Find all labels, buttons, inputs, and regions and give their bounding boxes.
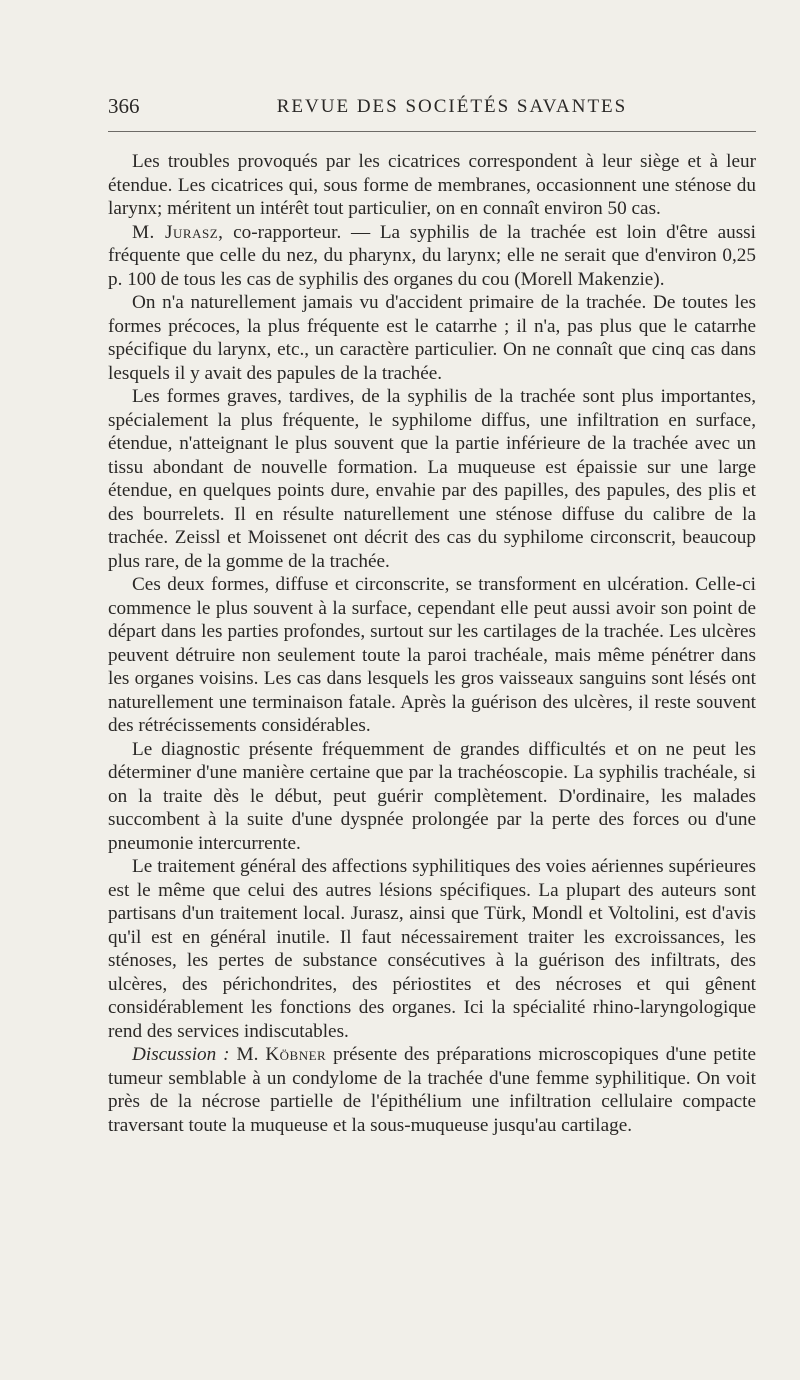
paragraph-jurasz-text: co-rapporteur. — La syphilis de la trachée est loin d'être aussi fréquente que celle du nez, du pharynx, du larynx; elle ne serait que d'environ 0,25 p. 100 de tous les cas de syphilis des organes du cou (Morell Makenzie).	[108, 221, 756, 290]
paragraph-grave-forms: Les formes graves, tardives, de la syphilis de la trachée sont plus importantes, spécialement la plus fréquente, le syphilome diffus, une infiltration en surface, étendue, n'atteignant le plus souvent que la partie inférieure de la trachée avec un tissu abondant de nouvelle formation. La muqueuse est épaissie sur une large étendue, en quelques points dure, envahie par des papilles, des papules, des plis et des bourrelets. Il en résulte naturellement une sténose diffuse du calibre de la trachée. Zeissl et Moissenet ont décrit des cas du syphilome circonscrit, beaucoup plus rare, de la gomme de la trachée.	[108, 386, 756, 572]
journal-title: REVUE DES SOCIÉTÉS SAVANTES	[276, 96, 628, 117]
author-name-jurasz: M. Jurasz,	[132, 221, 224, 243]
paragraph-diagnosis: Le diagnostic présente fréquemment de grandes difficultés et on ne peut les déterminer d'une manière certaine que par la trachéoscopie. La syphilis trachéale, si on la traite dès le début, peut guérir complètement. D'ordinaire, les malades succombent à la suite d'une dyspnée prolongée par la perte des forces ou d'une pneumonie intercurrente.	[108, 738, 756, 854]
paragraph-scar-stenosis: Les troubles provoqués par les cicatrices correspondent à leur siège et à leur étendue. Les cicatrices qui, sous forme de membranes, occasionnent une sténose du larynx; méritent un intérêt tout particulier, on en connaît environ 50 cas.	[108, 151, 756, 219]
page-number: 366	[108, 94, 140, 118]
discussion-text: présente des préparations microscopiques d'une petite tumeur semblable à un condylome de la trachée d'une femme syphilitique. On voit près de la nécrose partielle de l'épithélium une infiltration cellulaire compacte traversant toute la muqueuse et la sous-muqueuse jusqu'au cartilage.	[108, 1044, 757, 1136]
author-name-kobner: Köbner	[265, 1044, 327, 1065]
paragraph-ulceration: Ces deux formes, diffuse et circonscrite, se transforment en ulcération. Celle-ci commence le plus souvent à la surface, cependant elle peut aussi avoir son point de départ dans les parties profondes, surtout sur les cartilages de la trachée. Les ulcères peuvent détruire non seulement toute la paroi trachéale, mais même pénétrer dans les organes voisins. Les cas dans lesquels les gros vaisseaux sanguins sont lésés ont naturellement une terminaison fatale. Après la guérison des ulcères, il reste souvent des rétrécissements considérables.	[108, 574, 756, 736]
paragraph-primary-accident: On n'a naturellement jamais vu d'accident primaire de la trachée. De toutes les formes précoces, la plus fréquente est le catarrhe ; il n'a, pas plus que le catarrhe spécifique du larynx, etc., un caractère particulier. On ne connaît que cinq cas dans lesquels il y avait des papules de la trachée.	[108, 292, 756, 384]
running-head	[108, 94, 756, 124]
paragraph-discussion	[108, 1043, 756, 1137]
body-text	[108, 150, 756, 1137]
paragraph-jurasz-report	[108, 221, 756, 292]
discussion-label: Discussion :	[132, 1044, 230, 1065]
discussion-prefix: M.	[229, 1044, 266, 1065]
header-rule	[108, 131, 756, 132]
paragraph-treatment: Le traitement général des affections syphilitiques des voies aériennes supérieures est le même que celui des autres lésions spécifiques. La plupart des auteurs sont partisans d'un traitement local. Jurasz, ainsi que Türk, Mondl et Voltolini, est d'avis qu'il est en général inutile. Il faut nécessairement traiter les excroissances, les sténoses, les pertes de substance consécutives à la guérison des infiltrats, des ulcères, des périchondrites, des périostites et des nécroses et qui gênent considérablement les fonctions des organes. Ici la spécialité rhino-laryngologique rend des services indiscutables.	[108, 856, 756, 1042]
